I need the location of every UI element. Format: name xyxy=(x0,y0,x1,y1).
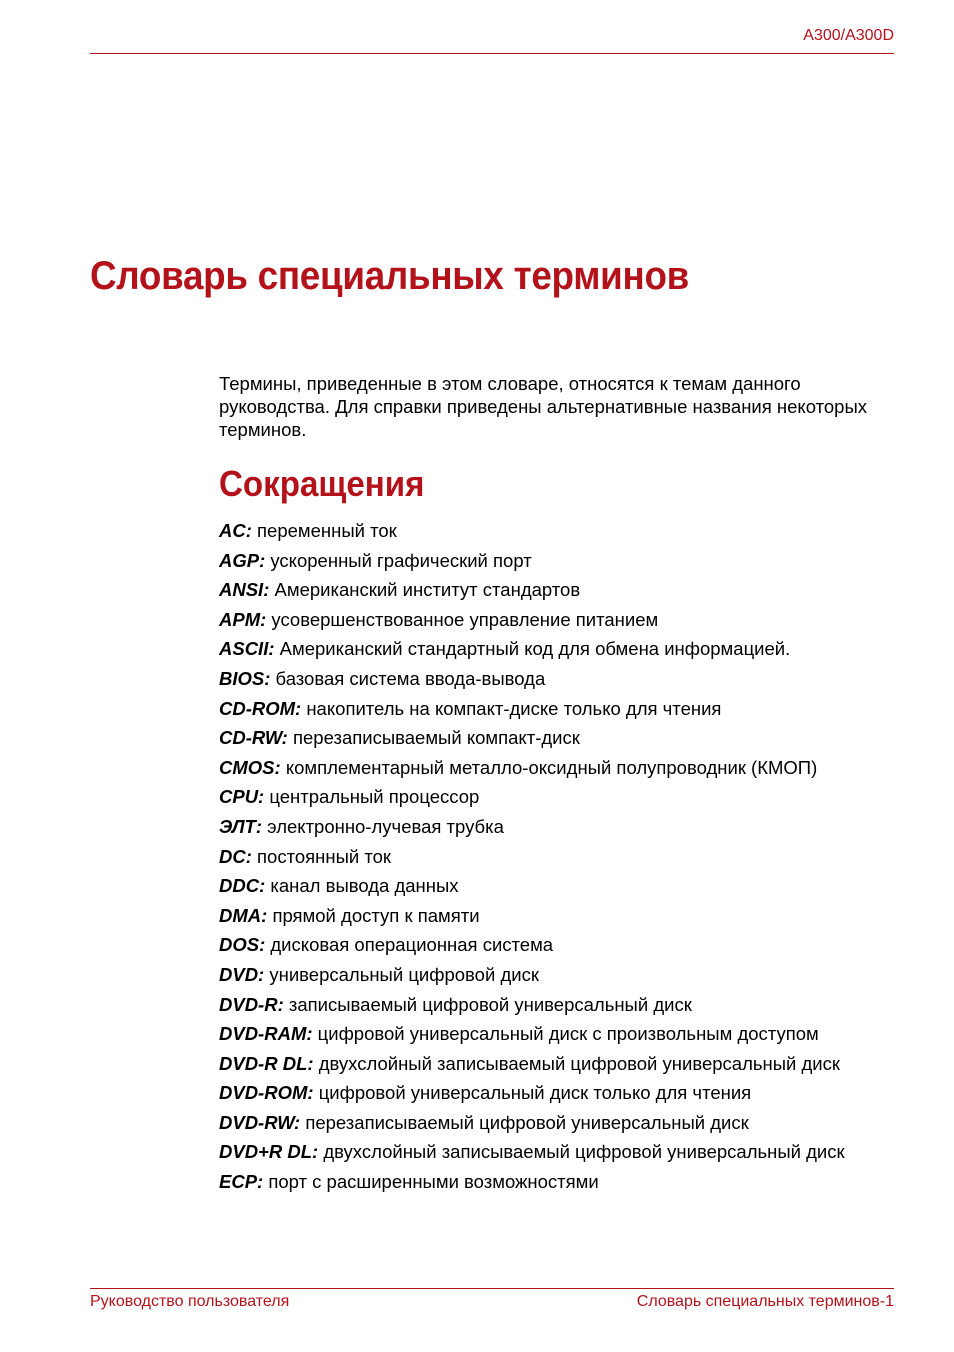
list-item xyxy=(219,578,891,601)
list-item xyxy=(219,1081,891,1104)
footer-page-label: Словарь специальных терминов-1 xyxy=(636,1293,894,1310)
list-item xyxy=(219,726,891,749)
term-label: ANSI: xyxy=(219,579,270,601)
term-label: DC: xyxy=(219,845,252,867)
section-title-abbreviations: Сокращения xyxy=(219,463,425,504)
term-label: DVD+R DL: xyxy=(219,1141,319,1163)
list-item xyxy=(219,1111,891,1134)
term-definition: двухслойный записываемый цифровой универсальный диск xyxy=(318,1052,840,1074)
term-label: AGP: xyxy=(219,549,266,571)
list-item xyxy=(219,874,891,897)
term-label: CPU: xyxy=(219,786,265,808)
term-label: AC: xyxy=(219,520,252,541)
term-label: CD-ROM: xyxy=(219,697,302,719)
term-label: DOS: xyxy=(219,934,266,956)
term-label: DVD-ROM: xyxy=(219,1082,314,1104)
list-item xyxy=(219,933,891,956)
list-item xyxy=(219,1140,891,1163)
term-label: CMOS: xyxy=(219,756,281,778)
header-divider xyxy=(90,53,894,54)
list-item xyxy=(219,637,891,660)
term-definition: универсальный цифровой диск xyxy=(269,963,539,985)
list-item xyxy=(219,697,891,720)
list-item xyxy=(219,1170,891,1193)
term-definition: Американский институт стандартов xyxy=(274,579,581,601)
footer-divider xyxy=(90,1288,894,1289)
term-definition: постоянный ток xyxy=(257,845,392,867)
term-label: ЭЛТ: xyxy=(219,815,263,837)
list-item xyxy=(219,785,891,808)
term-definition: базовая система ввода-вывода xyxy=(275,667,546,689)
page-title: Словарь специальных терминов xyxy=(90,254,690,298)
term-label: ASCII: xyxy=(219,638,275,660)
term-definition: двухслойный записываемый цифровой универсальный диск xyxy=(323,1141,845,1163)
intro-paragraph: Термины, приведенные в этом словаре, относятся к темам данного руководства. Для справки приведены альтернативные названия некоторых терминов. xyxy=(219,373,868,440)
term-label: ECP: xyxy=(219,1171,264,1193)
term-definition: записываемый цифровой универсальный диск xyxy=(288,993,692,1015)
term-definition: комплементарный металло-оксидный полупроводник (КМОП) xyxy=(285,756,818,778)
term-definition: цифровой универсальный диск только для чтения xyxy=(318,1082,752,1104)
term-definition: Американский стандартный код для обмена информацией. xyxy=(279,638,791,660)
term-definition: усовершенствованное управление питанием xyxy=(271,608,659,630)
term-definition: перезаписываемый компакт-диск xyxy=(292,727,580,749)
term-label: DMA: xyxy=(219,904,268,926)
term-definition: цифровой универсальный диск с произвольным доступом xyxy=(317,1023,819,1045)
term-label: APM: xyxy=(219,608,267,630)
list-item xyxy=(219,1022,891,1045)
term-definition: электронно-лучевая трубка xyxy=(267,815,504,837)
term-definition: канал вывода данных xyxy=(270,875,459,897)
term-definition: центральный процессор xyxy=(269,786,480,808)
term-label: DVD-RAM: xyxy=(219,1023,313,1045)
abbreviation-list xyxy=(219,519,891,1200)
term-definition: прямой доступ к памяти xyxy=(272,904,480,926)
term-definition: переменный ток xyxy=(257,520,397,541)
header-model-label: A300/A300D xyxy=(803,27,894,44)
list-item xyxy=(219,549,891,572)
term-label: DVD-R DL: xyxy=(219,1052,314,1074)
term-definition: накопитель на компакт-диске только для чтения xyxy=(306,697,722,719)
list-item xyxy=(219,756,891,779)
list-item xyxy=(219,1052,891,1075)
list-item xyxy=(219,608,891,631)
term-label: DVD-R: xyxy=(219,993,284,1015)
term-label: DVD: xyxy=(219,963,265,985)
term-label: DVD-RW: xyxy=(219,1111,301,1133)
term-label: BIOS: xyxy=(219,667,271,689)
list-item xyxy=(219,845,891,868)
list-item xyxy=(219,667,891,690)
term-definition: порт с расширенными возможностями xyxy=(268,1171,599,1193)
list-item xyxy=(219,993,891,1016)
term-label: CD-RW: xyxy=(219,727,288,749)
list-item xyxy=(219,963,891,986)
list-item xyxy=(219,904,891,927)
list-item xyxy=(219,519,891,542)
footer-manual-title: Руководство пользователя xyxy=(90,1293,290,1310)
list-item xyxy=(219,815,891,838)
term-definition: дисковая операционная система xyxy=(270,934,554,956)
term-label: DDC: xyxy=(219,875,266,897)
term-definition: ускоренный графический порт xyxy=(270,549,532,571)
term-definition: перезаписываемый цифровой универсальный диск xyxy=(305,1111,749,1133)
